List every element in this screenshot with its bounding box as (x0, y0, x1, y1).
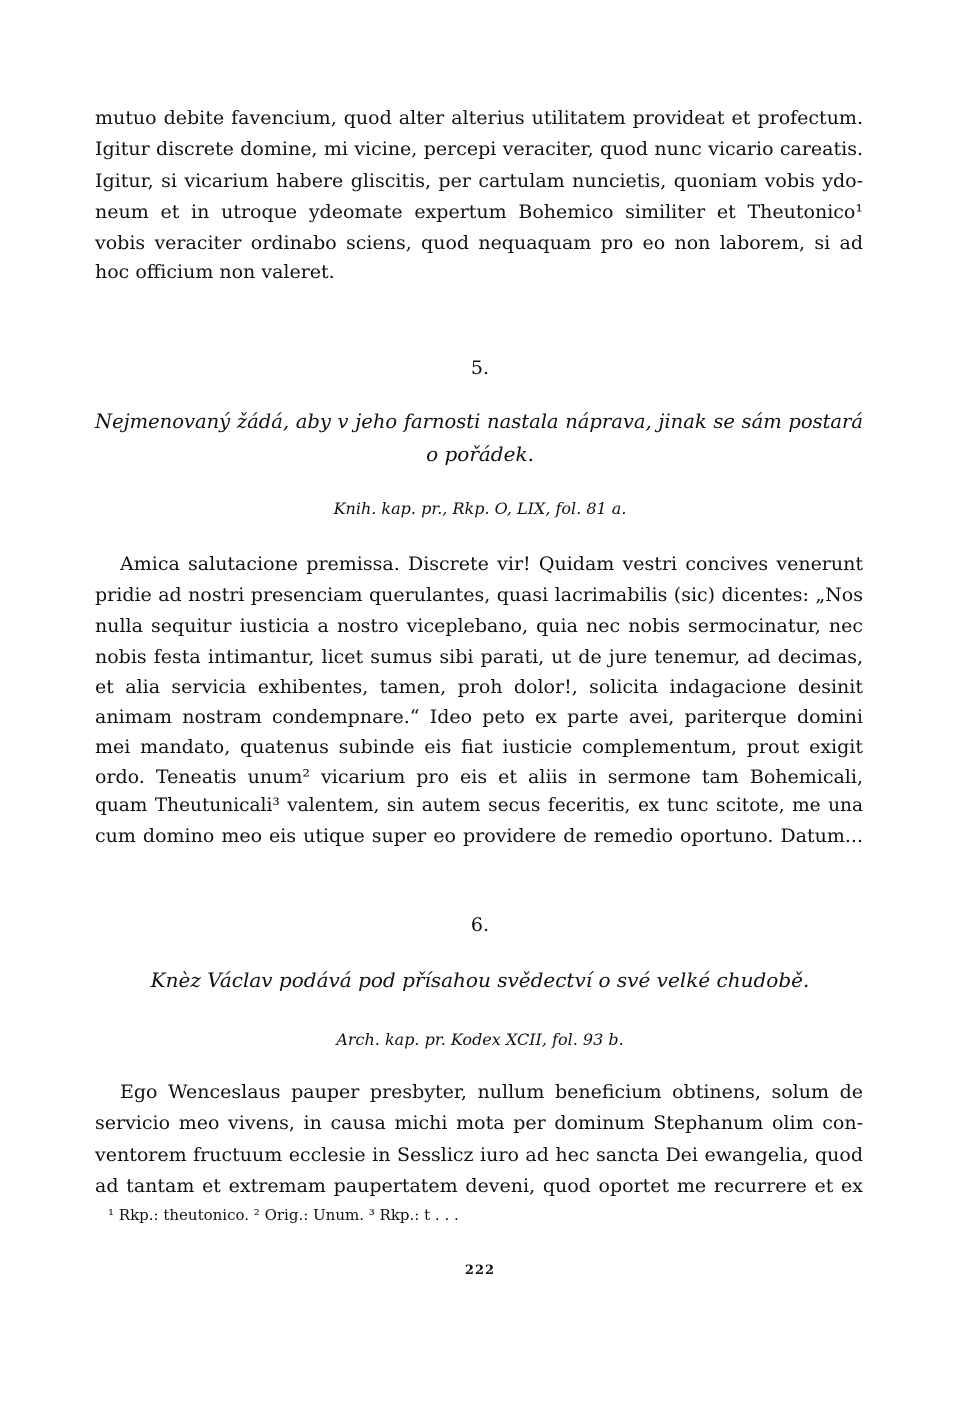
section-heading-6: Knèz Václav podává pod přísahou svědectví o své velké chudobě. (150, 968, 810, 992)
text-line: neum et in utroque ydeomate expertum Bohemico similiter et Theutonico¹ (95, 201, 863, 223)
text-line: et alia servicia exhibentes, tamen, proh dolor!, solicita indagacione desinit (95, 676, 863, 698)
text-line: animam nostram condempnare.“ Ideo peto ex parte avei, pariterque domini (95, 706, 863, 728)
text-line: cum domino meo eis utique super eo providere de remedio oportuno. Datum... (95, 825, 863, 847)
text-line: mei mandato, quatenus subinde eis fiat iusticie complementum, prout exigit (95, 736, 863, 758)
text-line: nulla sequitur iusticia a nostro viceplebano, quia nec nobis sermocinatur, nec (95, 615, 863, 637)
text-line: Ego Wenceslaus pauper presbyter, nullum beneficium obtinens, solum de (120, 1081, 863, 1103)
section-number-5: 5. (470, 357, 490, 379)
footnotes: ¹ Rkp.: theutonico. ² Orig.: Unum. ³ Rkp.: t . . . (108, 1206, 459, 1224)
text-line: vobis veraciter ordinabo sciens, quod nequaquam pro eo non laborem, si ad (95, 232, 863, 254)
section-heading-5-line1: Nejmenovaný žádá, aby v jeho farnosti nastala náprava, jinak se sám postará (95, 410, 863, 433)
text-line: hoc officium non valeret. (95, 261, 335, 283)
text-line: mutuo debite favencium, quod alter alterius utilitatem provideat et profectum. (95, 107, 863, 129)
text-line: nobis festa intimantur, licet sumus sibi parati, ut de jure tenemur, ad decimas, (95, 646, 863, 668)
text-line: servicio meo vivens, in causa michi mota per dominum Stephanum olim con- (95, 1112, 863, 1134)
source-citation-5: Knih. kap. pr., Rkp. O, LIX, fol. 81 a. (333, 499, 627, 518)
text-line: ordo. Teneatis unum² vicarium pro eis et aliis in sermone tam Bohemicali, (95, 766, 863, 788)
section-number-6: 6. (470, 914, 490, 936)
text-line: Igitur, si vicarium habere gliscitis, per cartulam nuncietis, quoniam vobis ydo- (95, 170, 863, 192)
text-line: Amica salutacione premissa. Discrete vir! Quidam vestri concives venerunt (120, 553, 863, 575)
text-line: ad tantam et extremam paupertatem deveni, quod oportet me recurrere et ex (95, 1175, 863, 1197)
source-citation-6: Arch. kap. pr. Kodex XCII, fol. 93 b. (336, 1030, 624, 1049)
text-line: quam Theutunicali³ valentem, sin autem secus feceritis, ex tunc scitote, me una (95, 795, 863, 816)
page-number: 222 (464, 1263, 496, 1278)
text-line: ventorem fructuum ecclesie in Sesslicz iuro ad hec sancta Dei ewangelia, quod (95, 1144, 863, 1166)
section-heading-5-line2: o pořádek. (426, 442, 534, 466)
text-line: pridie ad nostri presenciam querulantes, quasi lacrimabilis (sic) dicentes: „Nos (95, 584, 863, 606)
text-line: Igitur discrete domine, mi vicine, percepi veraciter, quod nunc vicario careatis. (95, 138, 863, 160)
